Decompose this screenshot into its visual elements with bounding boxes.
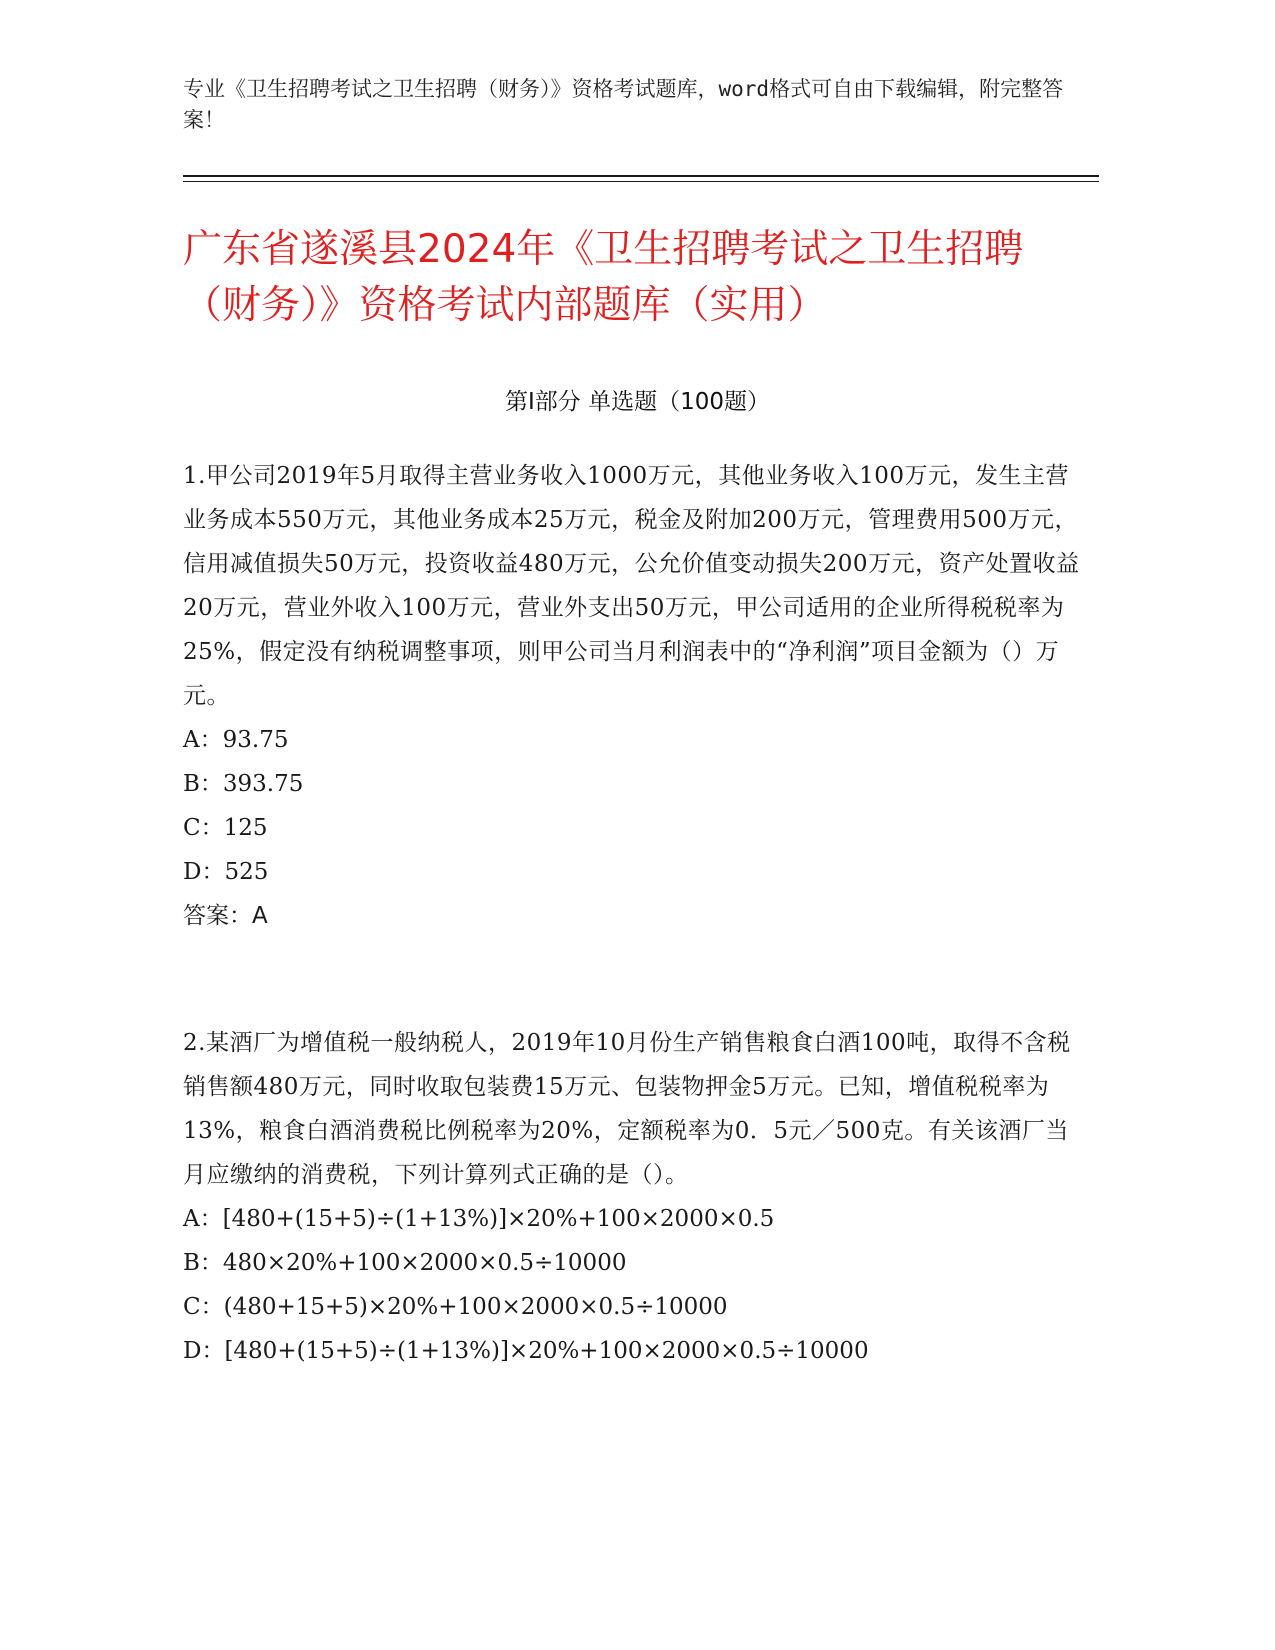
- option-c: C：125: [183, 815, 268, 841]
- section-title: 第Ⅰ部分 单选题（100题）: [505, 389, 770, 415]
- question-stem: 1.甲公司2019年5月取得主营业务收入1000万元，其他业务收入100万元，发生主营业务成本550万元，其他业务成本25万元，税金及附加200万元，管理费用500万元，信用减值损失50万元，投资收益480万元，公允价值变动损失200万元，资产处置收益20万元，营业外收入100万元，营业外支出50万元，甲公司适用的企业所得税税率为25%，假定没有纳税调整事项，则甲公司当月利润表中的“净利润”项目金额为（）万元。: [183, 463, 1080, 709]
- option-c: C：(480+15+5)×20%+100×2000×0.5÷10000: [183, 1294, 728, 1320]
- question-2: [183, 1021, 1083, 1373]
- question-1: [183, 454, 1083, 938]
- option-a: A：[480+(15+5)÷(1+13%)]×20%+100×2000×0.5: [183, 1206, 775, 1232]
- header-rule-thick: [183, 175, 1099, 177]
- option-a: A：93.75: [183, 727, 289, 753]
- option-b: B：393.75: [183, 771, 304, 797]
- question-stem: 2.某酒厂为增值税一般纳税人，2019年10月份生产销售粮食白酒100吨，取得不含税销售额480万元，同时收取包装费15万元、包装物押金5万元。已知，增值税税率为13%，粮食白酒消费税比例税率为20%，定额税率为0．5元／500克。有关该酒厂当月应缴纳的消费税，下列计算列式正确的是（）。: [183, 1030, 1071, 1188]
- header-rule-thin: [183, 181, 1099, 182]
- option-d: D：525: [183, 859, 269, 885]
- option-d: D：[480+(15+5)÷(1+13%)]×20%+100×2000×0.5÷10000: [183, 1338, 869, 1364]
- document-title: 广东省遂溪县2024年《卫生招聘考试之卫生招聘（财务）》资格考试内部题库（实用）: [183, 227, 1024, 328]
- header-note: 专业《卫生招聘考试之卫生招聘（财务）》资格考试题库，word格式可自由下载编辑，附完整答案！: [183, 77, 1064, 132]
- option-b: B：480×20%+100×2000×0.5÷10000: [183, 1250, 627, 1276]
- answer: 答案：A: [183, 903, 268, 929]
